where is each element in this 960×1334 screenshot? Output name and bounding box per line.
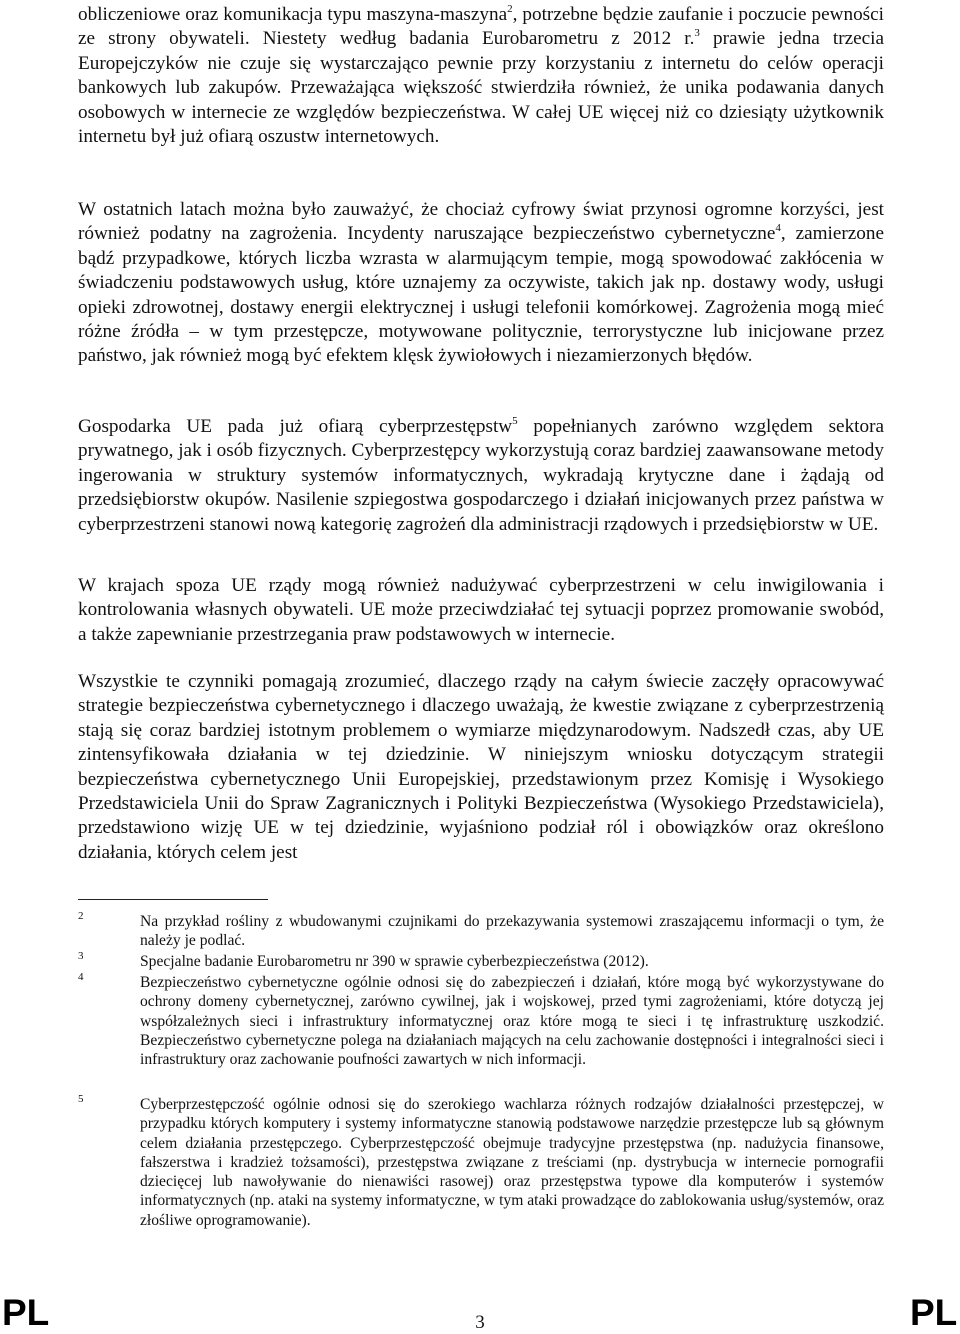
footnote-text: Bezpieczeństwo cybernetyczne ogólnie odnosi się do zabezpieczeń i działań, które mogą być wykorzystywane do ochrony domeny cybernetycznej, zarówno cywilnej, jak i wojskowej, przed tymi zagrożeniami, które dotyczą jej współzależnych sieci i infrastruktury informatycznej oraz które mogą te sieci i tę infrastrukturę uszkodzić. Bezpieczeństwo cybernetyczne polega na działaniach mających na celu zachowanie dostępności i integralności sieci i infrastruktury oraz zachowanie poufności zawartych w nich informacji. xyxy=(140,974,884,1069)
paragraph-text: popełnianych zarówno względem sektora prywatnego, jak i osób fizycznych. Cyberprzestępcy wykorzystują coraz bardziej zaawansowane metody ingerowania w struktury systemów informatycznych, wykradają krytyczne dane i żądają od przedsiębiorstw okupów. Nasilenie szpiegostwa gospodarczego i działań inicjowanych przez państwa w cyberprzestrzeni stanowi nową kategorię zagrożeń dla administracji rządowych i przedsiębiorstw w UE. xyxy=(78,416,884,535)
footnote-separator xyxy=(78,899,268,900)
paragraph-text: prawie jedna trzecia Europejczyków nie czuje się wystarczająco pewnie przy korzystaniu z internetu do celów operacji bankowych lub zakupów. Przeważająca większość stwierdziła również, że unika podawania danych osobowych w internecie ze względów bezpieczeństwa. W całej UE więcej niż co dziesiąty użytkownik internetu był już ofiarą oszustw internetowych. xyxy=(78,28,885,148)
footnote-number: 5 xyxy=(78,1093,84,1105)
body-paragraph-4: W krajach spoza UE rządy mogą również nadużywać cyberprzestrzeni w celu inwigilowania i kontrolowania własnych obywateli. UE może przeciwdziałać tej sytuacji poprzez promowanie swobód, a także zapewnianie przestrzegania praw podstawowych w internecie. xyxy=(78,575,884,645)
body-paragraph-3 xyxy=(78,415,884,537)
paragraph-text: obliczeniowe oraz komunikacja typu maszyna-maszyna xyxy=(78,4,508,25)
body-paragraph-5: Wszystkie te czynniki pomagają zrozumieć, dlaczego rządy na całym świecie zaczęły opracowywać strategie bezpieczeństwa cybernetycznego i dlaczego uważają, że kwestie związane z cyberprzestrzenią stają się coraz bardziej istotnym problemem o wymiarze międzynarodowym. Nadszedł czas, aby UE zintensyfikowała działania w tej dziedzinie. W niniejszym wniosku dotyczącym strategii bezpieczeństwa cybernetycznego Unii Europejskiej, przedstawionym przez Komisję i Wysokiego Przedstawiciela Unii do Spraw Zagranicznych i Polityki Bezpieczeństwa (Wysokiego Przedstawiciela), przedstawiono wizję UE w tej dziedzinie, wyjaśniono podział ról i obowiązków oraz określono działania, których celem jest xyxy=(78,671,884,863)
footnote-text: Cyberprzestępczość ogólnie odnosi się do szerokiego wachlarza różnych rodzajów działalności przestępczej, w przypadku których komputery i systemy informatyczne stanowią podstawowe narzędzie przestępcze lub są głównym celem działania przestępczego. Cyberprzestępczość obejmuje tradycyjne przestępstwa (np. nadużycia finansowe, fałszerstwa i kradzież tożsamości), przestępstwa związane z treściami (np. dystrybucja w internecie pornografii dziecięcej lub nawoływanie do nienawiści rasowej) oraz przestępstwa typowe dla komputerów i systemów informatycznych (np. ataki na systemy informatyczne, w tym ataki prowadzące do zablokowania usług/systemów, oraz złośliwe oprogramowanie). xyxy=(140,1096,884,1229)
body-paragraph-1 xyxy=(78,3,884,149)
paragraph-text: Gospodarka UE pada już ofiarą cyberprzestępstw xyxy=(78,416,513,437)
paragraph-text: , potrzebne będzie zaufanie i poczucie pewności ze strony obywateli. Niestety według badania Eurobarometru z 2012 r. xyxy=(78,4,884,50)
footnote-number: 2 xyxy=(78,910,84,922)
footnote-ref-4[interactable]: 4 xyxy=(775,222,781,235)
page-number: 3 xyxy=(475,1312,485,1333)
language-code-right: PL xyxy=(910,1292,958,1333)
footnote-ref-2[interactable]: 2 xyxy=(507,3,513,15)
body-paragraph-2 xyxy=(78,198,884,369)
footnote-number: 4 xyxy=(78,971,84,983)
paragraph-text: W ostatnich latach można było zauważyć, że chociaż cyfrowy świat przynosi ogromne korzyści, jest również podatny na zagrożenia. Incydenty naruszające bezpieczeństwo cybernetyczne xyxy=(78,199,884,245)
footnote-ref-5[interactable]: 5 xyxy=(512,415,518,427)
language-code-left: PL xyxy=(2,1292,50,1333)
footnote-text: Specjalne badanie Eurobarometru nr 390 w sprawie cyberbezpieczeństwa (2012). xyxy=(140,953,649,970)
footnote-number: 3 xyxy=(78,950,84,962)
footnote-text: Na przykład rośliny z wbudowanymi czujnikami do przekazywania systemowi zraszającemu informacji o tym, że należy je podlać. xyxy=(140,913,884,950)
footnote-ref-3[interactable]: 3 xyxy=(694,27,700,40)
paragraph-text: , zamierzone bądź przypadkowe, których liczba wzrasta w alarmującym tempie, mogą spowodować zakłócenia w świadczeniu podstawowych usług, które uznajemy za oczywiste, takich jak np. dostawy wody, usługi opieki zdrowotnej, dostawy energii elektrycznej i usługi telefonii komórkowej. Zagrożenia mogą mieć różne źródła – w tym przestępcze, motywowane politycznie, terrorystyczne lub inicjowane przez państwo, jak również mogą być efektem klęsk żywiołowych i niezamierzonych błędów. xyxy=(78,223,884,367)
